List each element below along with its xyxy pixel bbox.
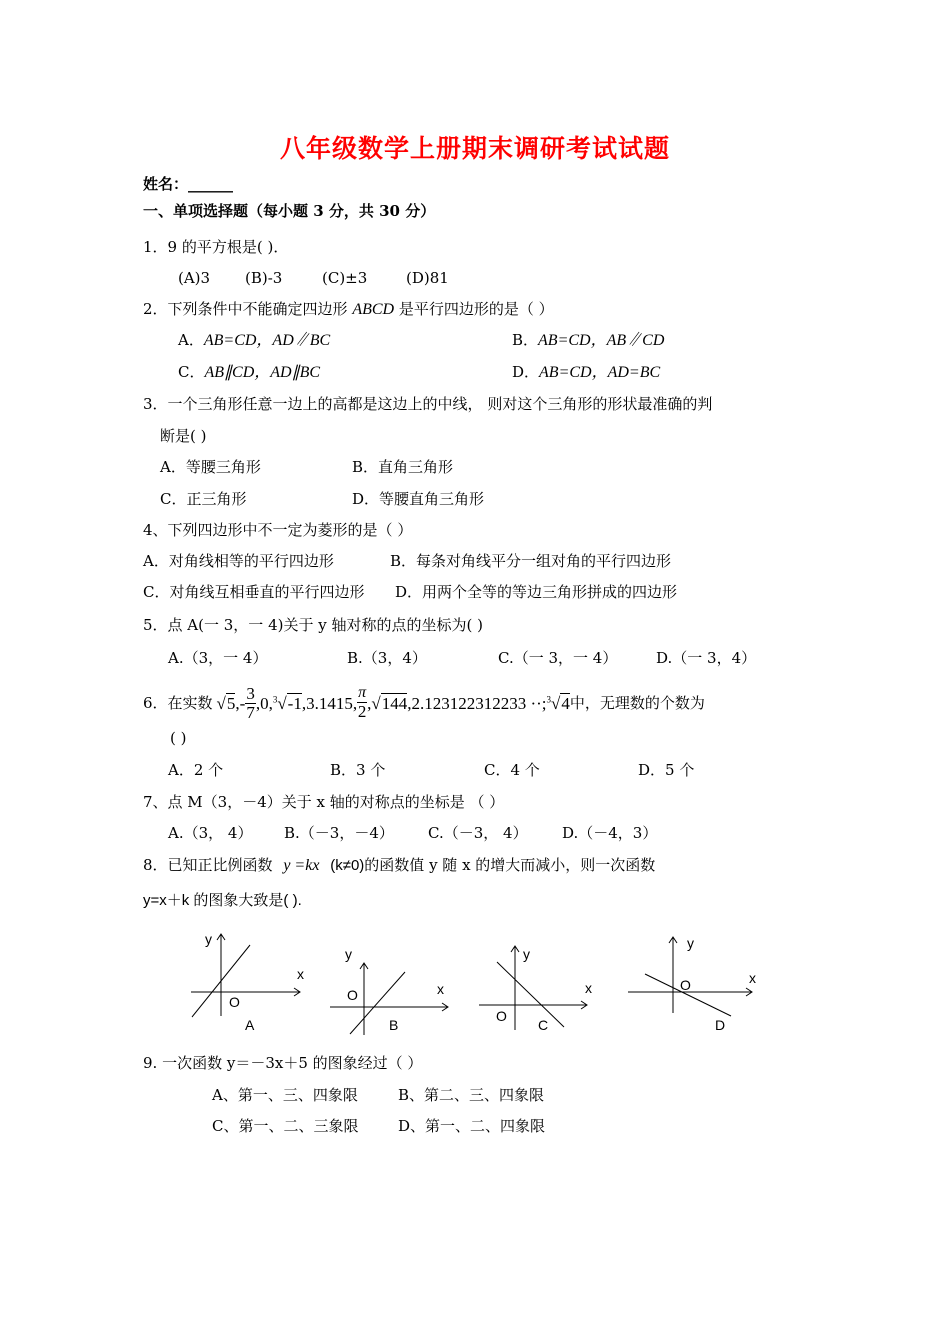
graph-a-x-label: x — [297, 966, 304, 982]
q2-stem-post: 是平行四边形的是（ ） — [394, 300, 554, 318]
q6-sqrt144: √144 — [371, 693, 408, 713]
q2-b-text: AB=CD，AB∥CD — [538, 332, 665, 349]
graph-a-option-label: A — [245, 1017, 255, 1033]
name-label: 姓名： — [143, 175, 189, 193]
graph-a-y-label: y — [205, 931, 212, 947]
q8-pre: 8．已知正比例函数 — [143, 856, 273, 874]
graph-b-x-label: x — [437, 981, 444, 997]
q4-option-b: B．每条对角线平分一组对角的平行四边形 — [390, 552, 672, 570]
q5-option-c: C.（一 3，一 4） — [498, 649, 618, 667]
q8-condition: (k≠0) — [330, 857, 365, 874]
q2-d-label: D． — [512, 363, 540, 381]
graph-c-y-label: y — [523, 946, 530, 962]
page-title: 八年级数学上册期末调研考试试题 — [279, 134, 670, 163]
q8-formula: y =kx — [283, 857, 320, 874]
q6-cbrt4-index: 3 — [546, 693, 551, 704]
q6-sqrt144-arg: 144 — [381, 693, 408, 713]
q2-c-label: C． — [178, 363, 205, 381]
q6-frac-num: 3 — [246, 683, 255, 703]
question-3-stem-line1: 3．一个三角形任意一边上的高都是这边上的中线， 则对这个三角形的形状最准确的判 — [143, 395, 713, 413]
question-1-stem: 1．9 的平方根是( )． — [143, 238, 289, 256]
q4-option-d: D．用两个全等的等边三角形拼成的四边形 — [395, 583, 678, 601]
q9-option-b: B、第二、三、四象限 — [398, 1086, 545, 1104]
q8-post: 的函数值 y 随 x 的增大而减小，则一次函数 — [364, 856, 656, 874]
graph-b-option-label: B — [389, 1017, 399, 1033]
question-5-stem: 5．点 A(一 3，一 4)关于 y 轴对称的点的坐标为( ) — [143, 616, 483, 634]
q7-option-a: A.（3， 4） — [168, 824, 253, 842]
question-7-stem: 7、点 M（3，－4）关于 x 轴的对称点的坐标是 （ ） — [143, 793, 505, 811]
q3-option-c: C．正三角形 — [160, 490, 247, 508]
q2-c-text: AB∥CD，AD∥BC — [204, 364, 321, 381]
q3-option-b: B．直角三角形 — [352, 458, 454, 476]
q5-option-b: B.（3，4） — [347, 649, 427, 667]
q1-option-b: (B)-3 — [245, 269, 283, 287]
graph-b-y-label: y — [345, 946, 352, 962]
graph-c-origin-label: O — [496, 1008, 507, 1024]
graph-a — [191, 931, 304, 1033]
q7-option-b: B.（－3，－4） — [284, 824, 394, 842]
q6-comma: , — [367, 693, 372, 713]
q6-cbrt-arg: -1 — [287, 693, 302, 713]
name-blank: ______ — [188, 175, 234, 193]
q6-pi: π — [358, 684, 367, 702]
q7-option-d: D.（－4，3） — [562, 824, 658, 842]
graph-a-origin-label: O — [229, 994, 240, 1010]
q6-pre: 6．在实数 — [143, 693, 213, 712]
q6-post: 中，无理数的个数为 — [569, 693, 705, 712]
q4-option-a: A．对角线相等的平行四边形 — [143, 552, 334, 570]
q6-cbrt-neg1: $^3$√-1 — [272, 693, 302, 713]
q5-option-a: A.（3，一 4） — [168, 649, 268, 667]
q3-option-a: A．等腰三角形 — [160, 458, 261, 476]
q2-a-label: A． — [178, 331, 204, 349]
graph-c-option-label: C — [538, 1017, 549, 1033]
q6-pi-den: 2 — [357, 701, 367, 721]
graph-d-option-label: D — [715, 1017, 726, 1033]
q9-option-d: D、第一、二、四象限 — [398, 1117, 546, 1135]
q7-option-c: C.（－3， 4） — [428, 824, 528, 842]
graph-d-origin-label: O — [680, 977, 691, 993]
q2-a-text: AB=CD，AD∥BC — [203, 332, 331, 349]
q3-option-d: D．等腰直角三角形 — [352, 490, 485, 508]
q2-d-text: AB=CD，AD=BC — [539, 364, 661, 381]
graph-c — [479, 946, 592, 1033]
q1-option-a: (A)3 — [178, 269, 211, 287]
q6-cbrt-index: 3 — [272, 693, 278, 704]
q6-paren: ( ) — [170, 729, 187, 747]
q6-option-d: D．5 个 — [638, 761, 695, 779]
q6-neg: ,- — [235, 693, 246, 713]
q6-long-dec: ,2.123122312233 ··; — [407, 693, 547, 713]
q6-option-b: B．3 个 — [330, 761, 386, 779]
q6-option-c: C．4 个 — [484, 761, 540, 779]
q9-option-a: A、第一、三、四象限 — [212, 1086, 358, 1104]
q2-stem-quad: ABCD — [352, 301, 395, 318]
q6-cbrt4: $^3$√4 — [546, 693, 570, 713]
q6-frac-den: 7 — [246, 702, 255, 722]
q2-stem-pre: 2．下列条件中不能确定四边形 — [143, 300, 353, 318]
q1-option-d: (D)81 — [406, 269, 449, 287]
q2-b-label: B． — [512, 331, 539, 349]
graph-d-x-label: x — [749, 970, 756, 986]
graph-b-origin-label: O — [347, 987, 358, 1003]
question-4-stem: 4、下列四边形中不一定为菱形的是（ ） — [143, 521, 413, 539]
q6-option-a: A．2 个 — [168, 761, 224, 779]
q4-option-c: C．对角线互相垂直的平行四边形 — [143, 583, 365, 601]
q6-zero: ,0, — [255, 693, 273, 713]
graph-d — [628, 935, 756, 1033]
q6-cbrt4-arg: 4 — [561, 693, 570, 713]
graph-b — [330, 946, 448, 1035]
q6-sqrt5-arg: 5 — [226, 693, 236, 713]
question-9-stem: 9. 一次函数 y＝－3x＋5 的图象经过（ ） — [143, 1054, 423, 1072]
q6-dec: ,3.1415, — [301, 693, 358, 713]
graph-d-y-label: y — [687, 935, 694, 951]
q9-option-c: C、第一、二、三象限 — [212, 1117, 359, 1135]
q6-sqrt5: √5 — [216, 693, 236, 713]
graph-c-x-label: x — [585, 980, 592, 996]
question-8-line2: y=x＋k 的图象大致是( ). — [143, 892, 302, 909]
section-heading: 一、单项选择题（每小题 3 分，共 30 分） — [143, 202, 436, 220]
question-3-stem-line2: 断是( ) — [160, 427, 207, 445]
q1-option-c: (C)±3 — [322, 269, 368, 287]
q5-option-d: D.（一 3，4） — [656, 649, 757, 667]
